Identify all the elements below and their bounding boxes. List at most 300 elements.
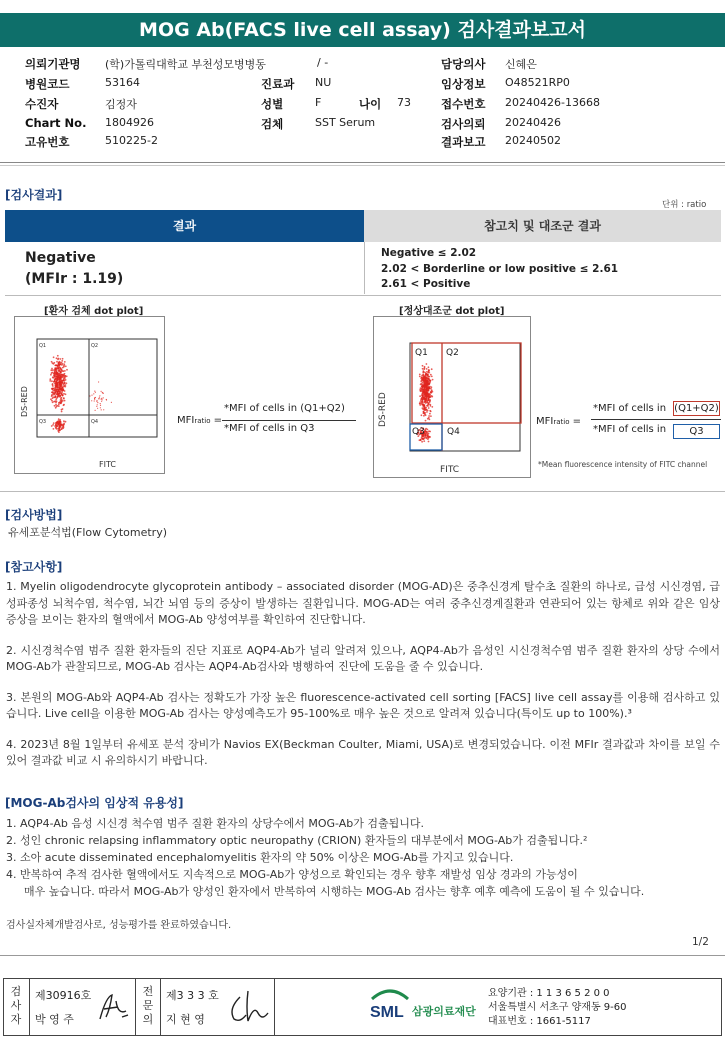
- dot: [56, 389, 58, 391]
- dot: [52, 391, 54, 393]
- clinical-value: O48521RP0: [505, 76, 570, 89]
- notes-heading: [참고사항]: [5, 560, 63, 574]
- dot: [429, 410, 431, 412]
- dot: [60, 397, 62, 399]
- formula-2-denominator: *MFI of cells in: [593, 424, 667, 435]
- dot: [52, 424, 54, 426]
- dot: [59, 387, 61, 389]
- dot: [91, 400, 92, 401]
- dot: [428, 366, 430, 368]
- dot: [52, 377, 54, 379]
- dot: [51, 368, 53, 370]
- dot: [426, 368, 428, 370]
- dot: [430, 374, 432, 376]
- dot: [425, 386, 427, 388]
- dot: [54, 400, 56, 402]
- dot: [99, 397, 100, 398]
- dot: [58, 421, 60, 423]
- formula-1-lhs: [177, 415, 222, 426]
- dot: [64, 380, 66, 382]
- dot: [429, 404, 431, 406]
- dot: [61, 369, 63, 371]
- dot: [56, 361, 58, 363]
- dot: [57, 396, 59, 398]
- report-value: 20240502: [505, 134, 561, 147]
- dot: [425, 407, 427, 409]
- note-item-2: 2. 시신경척수염 범주 질환 환자들의 진단 지표로 AQP4-Ab가 널리 알려져 있으나, AQP4-Ab가 음성인 시신경척수염 범주 질환 환자의 상당 수에서 MOG-Ab가 관찰되므로, MOG-Ab 검사는 AQP4-Ab검사와 병행하여 진단에 도움을 줄 수 있습니다.: [6, 643, 720, 673]
- org-info: [488, 987, 627, 1029]
- result-text: Negative: [25, 250, 96, 266]
- dot: [61, 374, 63, 376]
- dot: [425, 409, 427, 411]
- dept-value: NU: [315, 76, 332, 89]
- dept-label: 진료과: [261, 77, 295, 91]
- dot: [62, 425, 64, 427]
- dot: [59, 429, 61, 431]
- patient-axis-y: DS-RED: [20, 386, 29, 417]
- dot: [60, 372, 62, 374]
- dot: [419, 389, 421, 391]
- dot: [49, 380, 51, 382]
- dot: [427, 382, 429, 384]
- dot: [55, 369, 57, 371]
- age-value: 73: [397, 96, 411, 109]
- dot: [63, 384, 65, 386]
- hospital-code-label: 병원코드: [25, 77, 70, 91]
- doctor-value: 신혜은: [505, 58, 537, 71]
- patient-q3: Q3: [39, 419, 47, 425]
- control-axis-y: DS-RED: [378, 392, 388, 427]
- dot: [419, 374, 421, 376]
- dot: [97, 402, 98, 403]
- dot: [424, 412, 426, 414]
- formula-2-den-box: Q3: [673, 424, 720, 439]
- dot: [53, 356, 55, 358]
- patient-plot-svg: [15, 317, 164, 473]
- inspector-signature: [96, 991, 132, 1025]
- dot: [59, 419, 61, 421]
- dot: [58, 375, 60, 377]
- notes-list: [6, 579, 720, 770]
- dot: [100, 405, 101, 406]
- patient-value: 김정자: [105, 98, 137, 111]
- request-label: 검사의뢰: [441, 117, 486, 131]
- sex-value: F: [315, 96, 322, 109]
- patient-dot-plot: [14, 316, 165, 474]
- dot: [427, 391, 429, 393]
- ref-line-positive: 2.61 < Positive: [381, 278, 471, 290]
- section-divider: [0, 491, 725, 492]
- dot: [422, 438, 424, 440]
- control-q2: Q2: [446, 348, 459, 358]
- dot: [61, 427, 63, 429]
- dot: [101, 399, 102, 400]
- dot: [103, 393, 104, 394]
- dot: [63, 398, 65, 400]
- control-plot-title: [정상대조군 dot plot]: [399, 306, 505, 317]
- dot: [61, 377, 63, 379]
- dot: [421, 441, 423, 443]
- dot: [59, 395, 61, 397]
- ref-line-borderline: 2.02 < Borderline or low positive ≤ 2.61: [381, 262, 619, 275]
- dot: [423, 408, 425, 410]
- dot: [63, 423, 65, 425]
- dot: [103, 409, 104, 410]
- dot: [65, 384, 67, 386]
- dot: [428, 433, 430, 435]
- formula-2-mfi: MFI: [536, 416, 554, 427]
- dot: [101, 391, 102, 392]
- dot: [424, 384, 426, 386]
- formula-1-denominator: *MFI of cells in Q3: [224, 423, 315, 434]
- chart-value: 1804926: [105, 116, 154, 129]
- dot: [428, 441, 430, 443]
- dot: [61, 401, 63, 403]
- note-item-3: 3. 본원의 MOG-Ab와 AQP4-Ab 검사는 정확도가 가장 높은 fluorescence-activated cell sorting [FACS] live cell assay를 이용해 검사하고 있습니다. Live cell을 이용한 MOG-Ab 검사는 양성예측도가 95-100%로 매우 높은 것으로 알려져 있습니다(특이도 up to 100%).³: [6, 690, 720, 720]
- dot: [98, 398, 99, 399]
- footer-divider: [0, 955, 725, 956]
- dot: [62, 367, 64, 369]
- dot: [420, 398, 422, 400]
- org-phone: 대표번호 : 1661-5117: [488, 1016, 591, 1027]
- logo-text: SML: [370, 1004, 404, 1021]
- dot: [98, 381, 99, 382]
- dot: [419, 376, 421, 378]
- formula-1-sub: ratio: [194, 417, 211, 425]
- dot: [59, 358, 61, 360]
- header-info: [25, 56, 715, 151]
- dot: [423, 377, 425, 379]
- formula-2-sub: ratio: [553, 418, 570, 426]
- age-label: 나이: [359, 97, 382, 111]
- patient-q4: Q4: [91, 419, 99, 425]
- reference-col-header: 참고치 및 대조군 결과: [364, 210, 721, 242]
- dot: [422, 382, 424, 384]
- dot: [56, 365, 58, 367]
- dot: [61, 381, 63, 383]
- reviewer-name: 지 현 영: [166, 1013, 205, 1026]
- receipt-value: 20240426-13668: [505, 96, 600, 109]
- dot: [422, 370, 424, 372]
- dot: [95, 397, 96, 398]
- dot: [91, 395, 92, 396]
- org-code: 요양기관 : 1 1 3 6 5 2 0 0: [488, 988, 610, 999]
- dot: [56, 378, 58, 380]
- dot: [422, 390, 424, 392]
- dot: [95, 392, 96, 393]
- dot: [64, 375, 66, 377]
- dot: [429, 379, 431, 381]
- patient-label: 수진자: [25, 97, 59, 111]
- dot: [430, 390, 432, 392]
- dot: [59, 377, 61, 379]
- dot: [50, 374, 52, 376]
- dot: [56, 425, 58, 427]
- dot: [94, 400, 95, 401]
- unique-value: 510225-2: [105, 134, 158, 147]
- report-title: MOG Ab(FACS live cell assay) 검사결과보고서: [0, 13, 725, 47]
- dot: [52, 369, 54, 371]
- clinical-item-2: 2. 성인 chronic relapsing inflammatory optic neuropathy (CRION) 환자들의 대부분에서 MOG-Ab가 검출됩니다.²: [6, 834, 588, 847]
- header-divider: [0, 162, 725, 163]
- dot: [62, 363, 64, 365]
- dot: [58, 370, 60, 372]
- dot: [422, 386, 424, 388]
- dot: [427, 418, 429, 420]
- note-item-4: 4. 2023년 8월 1일부터 유세포 분석 장비가 Navios EX(Beckman Coulter, Miami, USA)로 변경되었습니다. 이전 MFIr 결과값과 차이를 보일 수 있어 결과값 비교 시 유의하시기 바랍니다.: [6, 737, 720, 767]
- dot: [425, 434, 427, 436]
- dot: [66, 382, 68, 384]
- patient-q2: Q2: [91, 343, 99, 349]
- dot: [54, 379, 56, 381]
- org-name: 삼광의료재단: [412, 1005, 476, 1018]
- dot: [429, 399, 431, 401]
- dot: [431, 386, 433, 388]
- dot: [102, 399, 103, 400]
- dot: [421, 375, 423, 377]
- dot: [96, 406, 97, 407]
- dot: [97, 408, 98, 409]
- method-text: 유세포분석법(Flow Cytometry): [8, 526, 168, 539]
- dot: [95, 410, 96, 411]
- dot: [422, 365, 424, 367]
- formula-2-eq: =: [572, 416, 582, 427]
- patient-plot-title: [환자 검체 dot plot]: [44, 306, 144, 317]
- clinical-item-4: 4. 반복하여 추적 검사한 혈액에서도 지속적으로 MOG-Ab가 양성으로 확인되는 경우 향후 재발성 임상 경과의 가능성이: [6, 868, 578, 881]
- dot: [63, 404, 65, 406]
- dot: [423, 440, 425, 442]
- dot: [423, 411, 425, 413]
- header-divider-2: [0, 165, 725, 166]
- note-item-1: 1. Myelin oligodendrocyte glycoprotein antibody – associated disorder (MOG-AD)은 중추신경계 탈수초 질환의 하나로, 급성 시신경염, 급성파종성 뇌척수염, 척수염, 뇌간 뇌염 등의 증상이 발생하는 질환입니다. MOG-AD는 여러 중추신경계질환과 연관되어 있는 항체로 위와 같은 임상 증상을 보이는 환자의 혈액에서 MOG-Ab 양성여부를 확인하여 진단합니다.: [6, 580, 720, 626]
- dot: [63, 420, 65, 422]
- dot: [432, 379, 434, 381]
- dot: [427, 410, 429, 412]
- dot: [51, 380, 53, 382]
- dot: [429, 413, 431, 415]
- dot: [62, 388, 64, 390]
- dot: [425, 414, 427, 416]
- dot: [60, 363, 62, 365]
- dot: [103, 397, 104, 398]
- dot: [431, 368, 433, 370]
- specimen-value: SST Serum: [315, 116, 376, 129]
- dot: [424, 437, 426, 439]
- dot: [53, 428, 55, 430]
- dot: [49, 378, 51, 380]
- dot: [54, 387, 56, 389]
- dot: [60, 421, 62, 423]
- reviewer-no: 제3 3 3 호: [166, 989, 219, 1002]
- dot: [56, 387, 58, 389]
- result-col-divider: [364, 242, 365, 294]
- dot: [96, 401, 97, 402]
- dot: [52, 388, 54, 390]
- patient-q1: Q1: [39, 343, 47, 349]
- dot: [427, 384, 429, 386]
- dot: [93, 393, 94, 394]
- dot: [56, 397, 58, 399]
- reviewer-signature: [226, 987, 272, 1027]
- dot: [423, 389, 425, 391]
- dot: [428, 372, 430, 374]
- formula-1-eq: =: [213, 415, 223, 426]
- dot: [57, 394, 59, 396]
- hospital-code-value: 53164: [105, 76, 140, 89]
- dot: [64, 386, 66, 388]
- clinical-use-list: [6, 815, 720, 900]
- dot: [424, 379, 426, 381]
- method-heading: [검사방법]: [5, 508, 63, 522]
- dot: [428, 388, 430, 390]
- sex-label: 성별: [261, 97, 284, 111]
- dot: [58, 383, 60, 385]
- clinical-item-4-cont: 매우 높습니다. 따라서 MOG-Ab가 양성인 환자에서 반복하여 시행하는 MOG-Ab 검사는 향후 예후 예측에 도움이 될 수 있습니다.: [24, 885, 645, 898]
- dot: [61, 390, 63, 392]
- specimen-label: 검체: [261, 117, 284, 131]
- dot: [97, 404, 98, 405]
- dot: [64, 382, 66, 384]
- dot: [62, 358, 64, 360]
- dot: [63, 363, 65, 365]
- formula-2-num-box: (Q1+Q2): [674, 403, 719, 414]
- dot: [55, 395, 57, 397]
- dot: [58, 364, 60, 366]
- dot: [425, 420, 427, 422]
- dot: [55, 372, 57, 374]
- dot: [53, 422, 55, 424]
- dot: [57, 367, 59, 369]
- dot: [427, 435, 429, 437]
- dot: [56, 381, 58, 383]
- sml-logo-icon: [368, 985, 412, 1031]
- dot: [53, 363, 55, 365]
- dot: [50, 398, 52, 400]
- dot: [423, 380, 425, 382]
- result-value: (MFIr : 1.19): [25, 271, 124, 287]
- unit-label: 단위 : ratio: [662, 200, 707, 210]
- dot: [428, 398, 430, 400]
- dot: [51, 361, 53, 363]
- dot: [58, 373, 60, 375]
- dot: [428, 376, 430, 378]
- page-number: 1/2: [692, 936, 709, 948]
- control-plot-svg: [374, 317, 530, 477]
- dot: [426, 402, 428, 404]
- dot: [426, 371, 428, 373]
- dot: [60, 384, 62, 386]
- dot: [428, 370, 430, 372]
- inspector-label: 검 사 자: [10, 985, 22, 1026]
- dot: [52, 394, 54, 396]
- org-address: 서울특별시 서초구 양재동 9-60: [488, 1002, 627, 1013]
- inspector-no: 제30916호: [35, 989, 92, 1002]
- dot: [423, 405, 425, 407]
- control-q4: Q4: [447, 427, 460, 437]
- dot: [65, 421, 67, 423]
- dot: [62, 408, 64, 410]
- clinical-use-heading: [MOG-Ab검사의 임상적 유용성]: [5, 796, 184, 810]
- dot: [423, 398, 425, 400]
- dot: [52, 385, 54, 387]
- dot: [61, 392, 63, 394]
- dot: [101, 409, 102, 410]
- dot: [51, 425, 53, 427]
- dot: [429, 419, 431, 421]
- dot: [89, 395, 90, 396]
- dot: [421, 388, 423, 390]
- reference-ranges: [381, 246, 618, 293]
- control-q1: Q1: [415, 348, 428, 358]
- mfi-footnote: *Mean fluorescence intensity of FITC channel: [538, 460, 708, 469]
- dot: [51, 372, 53, 374]
- clinical-item-1: 1. AQP4-Ab 음성 시신경 척수염 범주 질환 환자의 상당수에서 MOG-Ab가 검출됩니다.: [6, 817, 424, 830]
- signature-footer: [3, 978, 722, 1036]
- dot: [427, 429, 429, 431]
- dot: [423, 415, 425, 417]
- dot: [428, 407, 430, 409]
- dot: [420, 439, 422, 441]
- receipt-label: 접수번호: [441, 97, 486, 111]
- dot: [106, 399, 107, 400]
- formula-1-mfi: MFI: [177, 415, 195, 426]
- control-axis-x: FITC: [440, 465, 460, 475]
- dot: [62, 395, 64, 397]
- formula-2-bar: [591, 419, 721, 420]
- formula-2-numerator: *MFI of cells in: [593, 403, 667, 414]
- dot: [102, 392, 103, 393]
- request-value: 20240426: [505, 116, 561, 129]
- dot: [60, 379, 62, 381]
- patient-axis-x: FITC: [99, 460, 116, 469]
- control-dot-plot: [373, 316, 531, 478]
- dot: [61, 360, 63, 362]
- dot: [431, 396, 433, 398]
- dot: [425, 394, 427, 396]
- dot: [427, 431, 429, 433]
- dot: [58, 378, 60, 380]
- dot: [57, 405, 59, 407]
- dot: [426, 399, 428, 401]
- dot: [52, 397, 54, 399]
- dot: [56, 428, 58, 430]
- report-label: 결과보고: [441, 135, 486, 149]
- dot: [64, 370, 66, 372]
- dot: [56, 373, 58, 375]
- dot: [428, 415, 430, 417]
- dot: [426, 437, 428, 439]
- dot: [94, 398, 95, 399]
- dot: [57, 423, 59, 425]
- dot: [59, 391, 61, 393]
- clinical-item-3: 3. 소아 acute disseminated encephalomyelitis 환자의 약 50% 이상은 MOG-Ab를 가지고 있습니다.: [6, 851, 514, 864]
- dot: [65, 393, 67, 395]
- dot: [428, 378, 430, 380]
- dot: [56, 357, 58, 359]
- dot: [64, 400, 66, 402]
- dot: [55, 404, 57, 406]
- result-heading: [검사결과]: [5, 188, 63, 202]
- dot: [59, 423, 61, 425]
- dot: [57, 359, 59, 361]
- dot: [419, 401, 421, 403]
- ref-line-negative: Negative ≤ 2.02: [381, 247, 477, 259]
- dot: [431, 376, 433, 378]
- dot: [422, 368, 424, 370]
- dot: [100, 407, 101, 408]
- dot: [429, 436, 431, 438]
- dot: [94, 391, 95, 392]
